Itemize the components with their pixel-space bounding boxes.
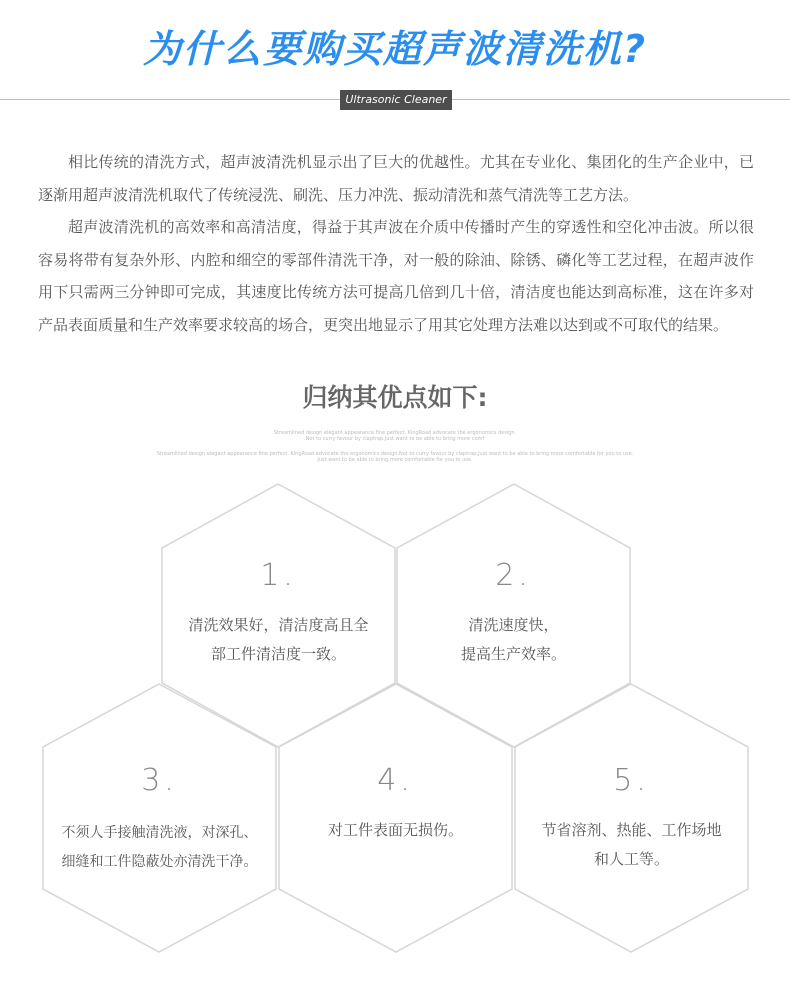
advantage-item-3 [43, 763, 276, 877]
caption-line: Streamlined design elegant appearance fine perfect. KingRoad advocate the ergonomics design. [273, 430, 517, 436]
advantage-item-2 [397, 558, 630, 669]
advantage-item-4 [279, 763, 512, 845]
intro-paragraph: 超声波清洗机的高效率和高清洁度，得益于其声波在介质中传播时产生的穿透性和空化冲击波。所以很容易将带有复杂外形、内腔和细空的零部件清洗干净，对一般的除油、除锈、磷化等工艺过程，在超声波作用下只需两三分钟即可完成，其速度比传统方法可提高几倍到几十倍，清洁度也能达到高标准，这在许多对产品表面质量和生产效率要求较高的场合，更突出地显示了用其它处理方法难以达到或不可取代的结果。 [38, 218, 754, 334]
description-line: 提高生产效率。 [460, 645, 566, 663]
description-line: 和人工等。 [593, 850, 669, 868]
advantage-number: 1. [260, 558, 297, 593]
advantage-description [515, 816, 748, 874]
description-line: 清洗效果好，清洁度高且全 [188, 616, 369, 634]
intro-paragraph: 相比传统的清洗方式，超声波清洗机显示出了巨大的优越性。尤其在专业化、集团化的生产企业中，已逐渐用超声波清洗机取代了传统浸洗、刷洗、压力冲洗、振动清洗和蒸气清洗等工艺方法。 [38, 153, 754, 204]
description-line: 节省溶剂、热能、工作场地 [541, 821, 722, 839]
advantage-item-5 [515, 763, 748, 874]
advantage-item-1 [162, 558, 395, 669]
caption-line: Streamlined design elegant appearance fine perfect. KingRoad advocate the ergonomics design.Not to curry favour by claptrap.Just want to be able to bring more comfortable for you to use. [156, 451, 634, 457]
caption-line: Not to curry favour by claptrap.Just want to be able to bring more comf [305, 436, 485, 442]
advantage-number: 2. [495, 558, 532, 593]
advantages-heading: 归纳其优点如下: [302, 383, 488, 412]
advantage-description [397, 611, 630, 669]
advantage-description [162, 611, 395, 669]
page-title: 为什么要购买超声波清洗机? [142, 27, 648, 71]
description-line: 对工件表面无损伤。 [327, 821, 463, 839]
advantage-number: 3. [141, 763, 178, 798]
caption-line: Just want to be able to bring more comfortable for you to use. [317, 457, 473, 463]
advantage-description [43, 819, 276, 877]
subtitle-tag: Ultrasonic Cleaner [340, 90, 452, 110]
advantage-number: 4. [377, 763, 414, 798]
description-line: 细缝和工件隐蔽处亦清洗干净。 [61, 854, 258, 870]
advantage-number: 5. [613, 763, 650, 798]
description-line: 不须人手接触清洗液，对深孔、 [61, 825, 258, 841]
description-line: 部工件清洁度一致。 [210, 645, 346, 663]
description-line: 清洗速度快， [468, 616, 559, 634]
advantage-description [279, 816, 512, 845]
